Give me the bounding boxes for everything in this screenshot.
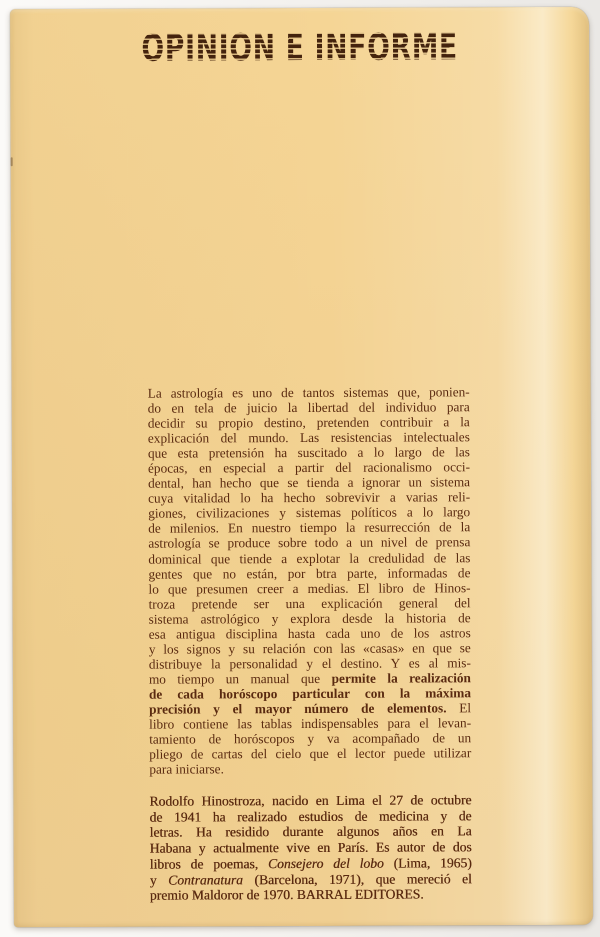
text-line: premio Maldoror de 1970. BARRAL EDITORES. <box>149 886 424 903</box>
text-line: y los signos y su relación con las «casas» en que se <box>148 640 471 657</box>
text-line: troza pretende ser una explicación general del <box>148 594 471 612</box>
book-blurb-paragraph <box>148 384 472 777</box>
text-line: de 1941 ha realizado estudios de medicina y de <box>149 807 472 825</box>
text-line: decidir su propio destino, pretenden contribuir a la <box>147 414 470 431</box>
text-line: de milenios. En nuestro tiempo la resurrección de la <box>148 519 471 537</box>
text-line: libros de poemas, Consejero del lobo (Lima, 1965) <box>149 855 472 872</box>
text-line: dental, han hecho que se tienda a ignorar un sistema <box>148 474 471 491</box>
author-bio-paragraph <box>149 792 471 903</box>
text-line: giones, civilizaciones y sistemas políticos a lo largo <box>148 504 471 522</box>
text-line: do en tela de juicio la libertad del individuo para <box>147 399 470 416</box>
text-line: dominical que tiende a explotar la credulidad de las <box>148 549 471 567</box>
text-line: Rodolfo Hinostroza, nacido en Lima el 27 de octubre <box>149 792 472 809</box>
text-line: astrología se produce sobre todo a un nivel de prensa <box>148 534 471 552</box>
text-line: cuya vitalidad lo ha hecho sobrevivir a varias reli- <box>148 489 471 506</box>
text-line: y Contranatura (Barcelona, 1971), que mereció el <box>149 870 472 888</box>
text-line: que esta pretensión ha suscitado a lo largo de las <box>147 444 470 461</box>
text-line: sistema astrológico y explora desde la historia de <box>148 609 471 627</box>
collection-title: OPINION E INFORME <box>91 28 508 67</box>
text-line: mo tiempo un manual que permite la realización <box>148 670 471 687</box>
text-line: letras. Ha residido durante algunos años en La <box>149 823 472 841</box>
text-line: épocas, en especial a partir del racionalismo occi- <box>147 459 471 476</box>
text-line: pliego de cartas del cielo que el lector puede utilizar <box>149 745 472 762</box>
text-line: distribuye la personalidad y el destino. Y es al mis- <box>148 655 471 672</box>
text-line: esa antigua disciplina hasta cada uno de los astros <box>148 625 471 642</box>
text-line: tamiento de horóscopos y va acompañado de un <box>149 730 472 747</box>
text-line: Habana y actualmente vive en París. Es autor de dos <box>149 839 472 856</box>
text-line: libro contiene las tablas indispensables para el levan- <box>149 715 472 732</box>
text-line: de cada horóscopo particular con la máxima <box>148 685 472 702</box>
book-back-cover <box>10 7 593 928</box>
text-line: gentes que no están, por btra parte, informadas de <box>148 564 471 582</box>
text-line: para iniciarse. <box>149 761 224 777</box>
text-line: La astrología es uno de tantos sistemas que, ponien- <box>147 384 470 401</box>
text-line: explicación del mundo. Las resistencias intelectuales <box>147 429 470 446</box>
text-line: precisión y el mayor número de elementos. El <box>149 700 472 717</box>
cover-edge-blemish <box>11 157 13 166</box>
text-line: lo que presumen creer a medias. El libro de Hinos- <box>148 579 471 597</box>
